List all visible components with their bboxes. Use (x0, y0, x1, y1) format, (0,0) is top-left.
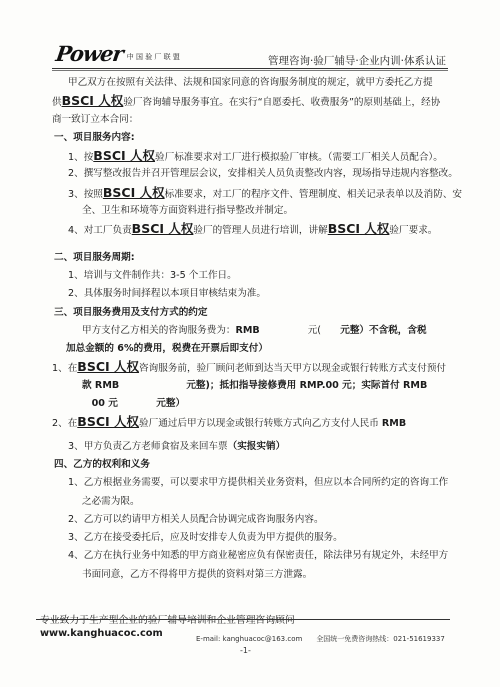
intro-line-2: 供BSCI 人权验厂咨询辅导服务事宜。在实行“自愿委托、收费服务”的原则基础上，经协 (52, 93, 441, 109)
section-4-item-4-cont: 书面同意，乙方不得将甲方提供的资料对第三方泄露。 (82, 568, 313, 580)
contract-body (52, 74, 463, 584)
header-divider (52, 68, 448, 69)
section-2-item-2: 2、具体服务时间择程以本项目审核结束为准。 (68, 288, 266, 300)
intro-line-1: 甲乙双方在按照有关法律、法规和国家同意的咨询服务制度的规定，就甲方委托乙方提 (68, 77, 433, 88)
section-3-item-1-l2: 款 RMB 元整)；抵扣指导接修费用 RMP.00 元；实际首付 RMB (82, 379, 428, 391)
footer-email: E-mail: kanghuacoc@163.com (196, 635, 303, 643)
section-3-item-1: 1、在BSCI 人权咨询服务前，验厂顾问老师到达当天甲方以现金或银行转账方式支付预付 (52, 359, 447, 375)
page-number: -1- (240, 646, 251, 655)
section-3-fee-cont: 加总金额的 6%的费用，税费在开票后即支付） (66, 343, 268, 355)
footer-hotline: 全国统一免费咨询热线：021-51619337 (316, 635, 445, 643)
section-3-title: 三、项目服务费用及支付方式的约定 (54, 306, 208, 318)
section-1-item-4: 4、对工厂负责BSCI 人权验厂的管理人员进行培训，讲解BSCI 人权验厂要求。 (68, 221, 438, 237)
section-3-fee: 甲方支付乙方相关的咨询服务费为：RMB 元( 元整）不含税，含税 (82, 324, 427, 336)
section-3-item-1-l3: 00 元 元整） (91, 398, 186, 410)
section-1-item-3-cont: 全、卫生和环境等方面资料进行指导整改并制定。 (82, 205, 294, 217)
section-4-item-1: 1、乙方根据业务需要，可以要求甲方提供相关业务资料，但应以本合同所约定的咨询工作 (68, 477, 449, 489)
section-1-item-2: 2、撰写整改报告并召开管理层会议，安排相关人员负责整改内容，现场指导违规内容整改。 (68, 168, 458, 180)
section-3-item-3: 3、甲方负责乙方老师食宿及来回车票（实报实销） (68, 440, 286, 452)
footer-url: www.kanghuacoc.com (40, 628, 163, 639)
section-3-item-2: 2、在BSCI 人权验厂通过后甲方以现金或银行转账方式向乙方支付人民币 RMB (52, 414, 407, 430)
section-4-title: 四、乙方的权利和义务 (54, 458, 150, 470)
footer-divider (36, 619, 450, 620)
logo-subtitle: 中 国 验 厂 联 盟 (126, 53, 180, 61)
section-4-item-2: 2、乙方可以约请甲方相关人员配合协调完成咨询服务内容。 (68, 513, 324, 525)
footer-contact (196, 634, 459, 644)
section-1-title: 一、项目服务内容: (54, 131, 135, 143)
header-divider-thin (52, 70, 448, 71)
logo-wordmark: Power (54, 40, 125, 66)
section-4-item-1-cont: 之必需为限。 (82, 495, 140, 507)
section-2-title: 二、项目服务周期: (54, 251, 135, 263)
section-1-item-1: 1、按BSCI 人权验厂标准要求对工厂进行模拟验厂审核。（需要工厂相关人员配合）。 (68, 148, 443, 164)
section-4-item-3: 3、乙方在接受委托后，应及时安排专人负责为甲方提供的服务。 (68, 532, 343, 544)
section-2-item-1: 1、培训与文件制作共：3-5 个工作日。 (68, 269, 237, 281)
section-4-item-4: 4、乙方在执行业务中知悉的甲方商业秘密应负有保密责任，除法律另有规定外，未经甲方 (68, 550, 449, 562)
footer-slogan: 专业致力于生产型企业的验厂辅导培训和企业管理咨询顾问 (40, 615, 295, 626)
intro-line-3: 商一致订立本合同： (52, 113, 139, 125)
seal-stamp (0, 202, 26, 262)
company-logo (56, 42, 180, 64)
header-tagline: 管理咨询·验厂辅导·企业内训·体系认证 (267, 55, 446, 67)
section-1-item-3: 3、按照BSCI 人权标准要求，对工厂的程序文件、管理制度、相关记录表单以及消防、安 (68, 184, 463, 200)
